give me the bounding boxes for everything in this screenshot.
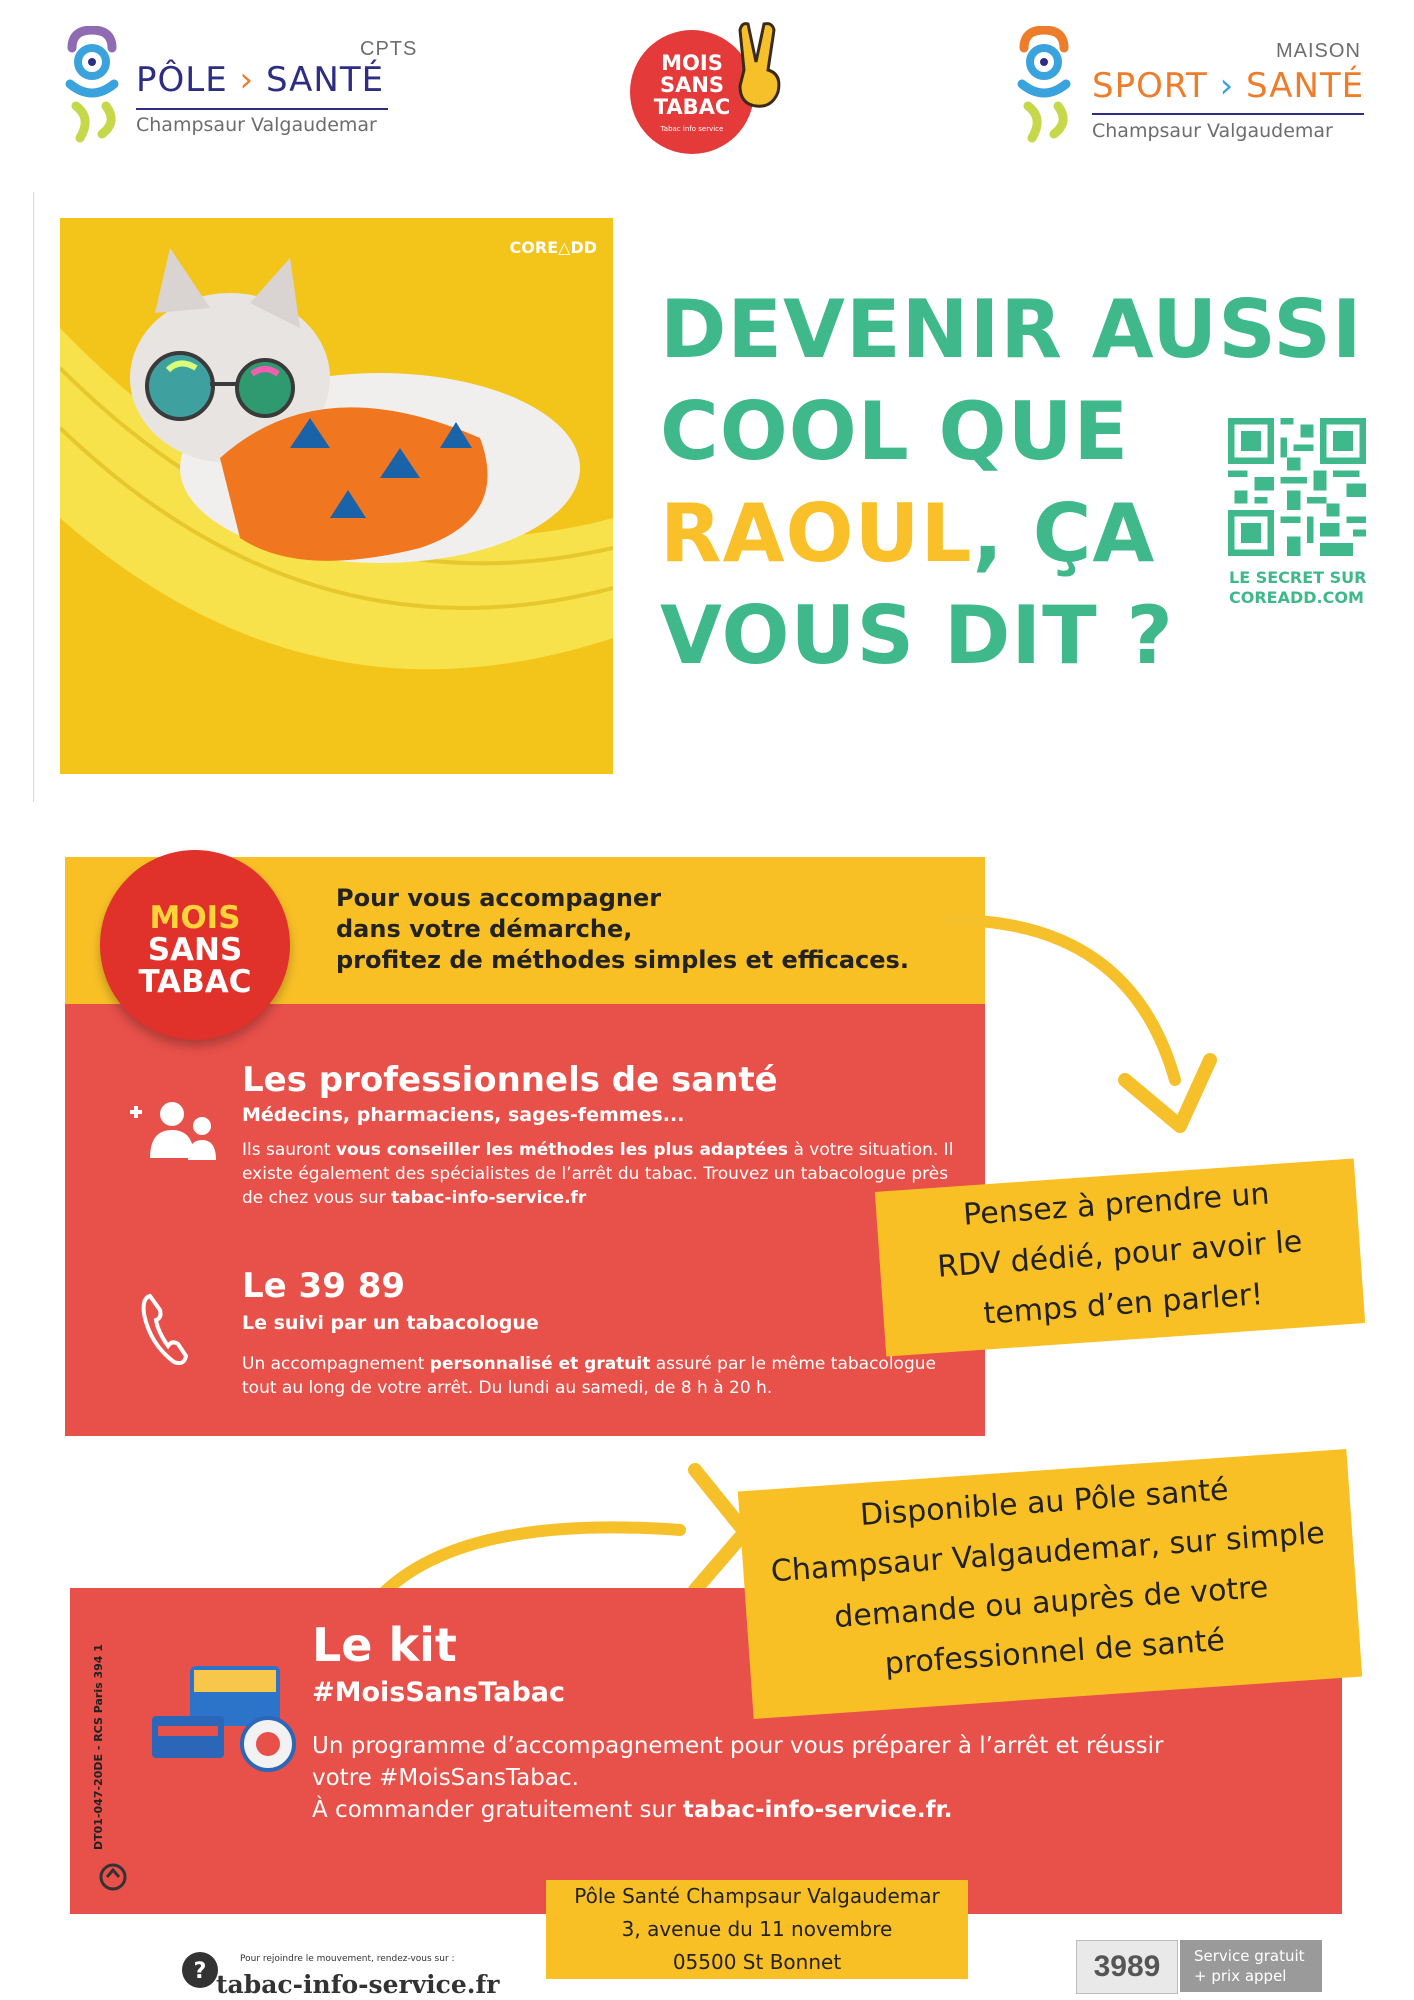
recycling-icon [98, 1862, 128, 1892]
pole-cpts-label: CPTS [360, 38, 418, 60]
qr-code-icon [1228, 418, 1366, 556]
pole-subtitle: Champsaur Valgaudemar [136, 114, 377, 136]
headline-line-3 [660, 487, 1156, 580]
pole-sante-emblem-icon [58, 26, 126, 144]
kit-body-text: À commander gratuitement sur [312, 1797, 683, 1823]
address-line: 3, avenue du 11 novembre [621, 1917, 893, 1941]
kit-body [312, 1730, 1212, 1826]
headline-line-1: DEVENIR AUSSI [660, 283, 1363, 376]
professionals-body-bold: vous conseiller les méthodes les plus adaptées [335, 1140, 789, 1160]
headline-highlight: RAOUL [660, 487, 973, 580]
health-professionals-icon [126, 1098, 216, 1162]
professionals-body [242, 1138, 962, 1210]
professionals-body-text: à votre situation. Il existe également des spécialistes de l’arrêt du tabac. Trouvez un tabacologue près de chez vous sur [242, 1140, 954, 1208]
qr-caption [1229, 568, 1366, 608]
mois-sans-tabac-badge [100, 850, 290, 1040]
mois-logo-line: MOIS [661, 51, 723, 75]
campaign-intro [336, 883, 909, 976]
professionals-body-text: Ils sauront [242, 1140, 336, 1160]
phone-body-text: assuré par le même tabacologue tout au long de votre arrêt. Du lundi au samedi, de 8 h à 20 h. [242, 1354, 936, 1398]
document-code: DT01-047-20DE - RCS Paris 394 1 [92, 1644, 105, 1850]
sport-divider [1092, 113, 1364, 115]
headline-line-4: VOUS DIT ? [660, 589, 1174, 682]
phone-body-text: Un accompagnement [242, 1354, 430, 1374]
kit-note-line: Champsaur Valgaudemar, sur simple [769, 1515, 1326, 1590]
qr-caption-line: COREADD.COM [1229, 588, 1364, 607]
kit-box-illustration [150, 1660, 300, 1780]
coreadd-logo [510, 238, 597, 257]
kit-hashtag: #MoisSansTabac [312, 1677, 566, 1708]
professionals-subtitle: Médecins, pharmaciens, sages-femmes... [242, 1104, 685, 1126]
headline-line-3-rest: , ÇA [972, 487, 1156, 580]
kit-availability-note [738, 1449, 1362, 1719]
chevron-right-icon: › [239, 60, 255, 100]
phone-icon [140, 1292, 188, 1366]
address-line: Pôle Santé Champsaur Valgaudemar [574, 1884, 940, 1908]
pole-title [136, 60, 384, 100]
tabac-info-service-link[interactable]: tabac-info-service.fr [391, 1188, 587, 1208]
pole-title-left: PÔLE [136, 60, 228, 100]
phone-title: Le 39 89 [242, 1266, 406, 1306]
helpline-number[interactable]: 3989 [1076, 1940, 1178, 1994]
service-line: Service gratuit [1194, 1947, 1305, 1965]
sport-subtitle: Champsaur Valgaudemar [1092, 120, 1333, 142]
rdv-note-line: Pensez à prendre un [962, 1176, 1271, 1233]
professionals-title: Les professionnels de santé [242, 1060, 778, 1100]
sport-title-right: SANTÉ [1246, 66, 1365, 106]
triangle-icon: △ [558, 238, 571, 257]
mois-logo-line: SANS [659, 73, 725, 97]
chevron-right-icon: › [1219, 66, 1235, 106]
sport-maison-label: MAISON [1276, 40, 1361, 62]
badge-line: SANS [147, 932, 243, 968]
rdv-note-line: RDV dédié, pour avoir le [936, 1224, 1304, 1285]
tabac-info-service-link[interactable]: tabac-info-service.fr. [682, 1797, 953, 1823]
badge-line: TABAC [138, 964, 252, 1000]
footer-url-link[interactable]: tabac-info-service.fr [216, 1970, 500, 1999]
rdv-note-line: temps d’en parler! [982, 1277, 1265, 1332]
badge-line: MOIS [149, 900, 241, 936]
rdv-note [875, 1158, 1365, 1356]
intro-line: dans votre démarche, [336, 915, 633, 943]
phone-subtitle: Le suivi par un tabacologue [242, 1312, 539, 1334]
question-bubble-icon [180, 1950, 220, 1994]
footer-note: Pour rejoindre le mouvement, rendez-vous sur : [240, 1954, 455, 1964]
service-line: + prix appel [1194, 1967, 1287, 1985]
kit-order-line [312, 1794, 1212, 1826]
phone-body [242, 1352, 962, 1400]
intro-line: Pour vous accompagner [336, 884, 662, 912]
helpline-service-label [1180, 1940, 1322, 1992]
badge-text [100, 902, 290, 998]
pole-title-right: SANTÉ [265, 60, 385, 100]
mois-logo-line: TABAC [653, 95, 731, 119]
coreadd-logo-suffix: DD [570, 238, 597, 257]
headline-line-2: COOL QUE [660, 385, 1130, 478]
kit-note-line: professionnel de santé [883, 1622, 1226, 1682]
sport-sante-emblem-icon [1010, 26, 1078, 144]
sport-title-left: SPORT [1092, 66, 1208, 106]
victory-hand-icon [734, 20, 786, 110]
cat-illustration [60, 218, 613, 774]
kit-note-line: Disponible au Pôle santé [858, 1472, 1230, 1534]
qr-caption-line: LE SECRET SUR [1229, 568, 1367, 587]
sport-title [1092, 66, 1364, 106]
poster-left-rule [33, 192, 34, 802]
svg-text:?: ? [193, 1959, 207, 1984]
intro-line: profitez de méthodes simples et efficaces. [336, 946, 909, 974]
coreadd-logo-core: CORE [509, 238, 559, 257]
phone-body-bold: personnalisé et gratuit [429, 1354, 651, 1374]
kit-title: Le kit [312, 1618, 457, 1672]
pole-divider [136, 108, 388, 110]
curved-arrow-icon [930, 900, 1220, 1140]
kit-note-line: demande ou auprès de votre [833, 1569, 1270, 1636]
address-line: 05500 St Bonnet [672, 1950, 842, 1974]
cat-photo [60, 218, 613, 774]
address-box [546, 1880, 968, 1979]
mois-logo-small: Tabac info service [660, 125, 724, 133]
kit-body-text: Un programme d’accompagnement pour vous préparer à l’arrêt et réussir votre #MoisSansTabac. [312, 1733, 1164, 1791]
